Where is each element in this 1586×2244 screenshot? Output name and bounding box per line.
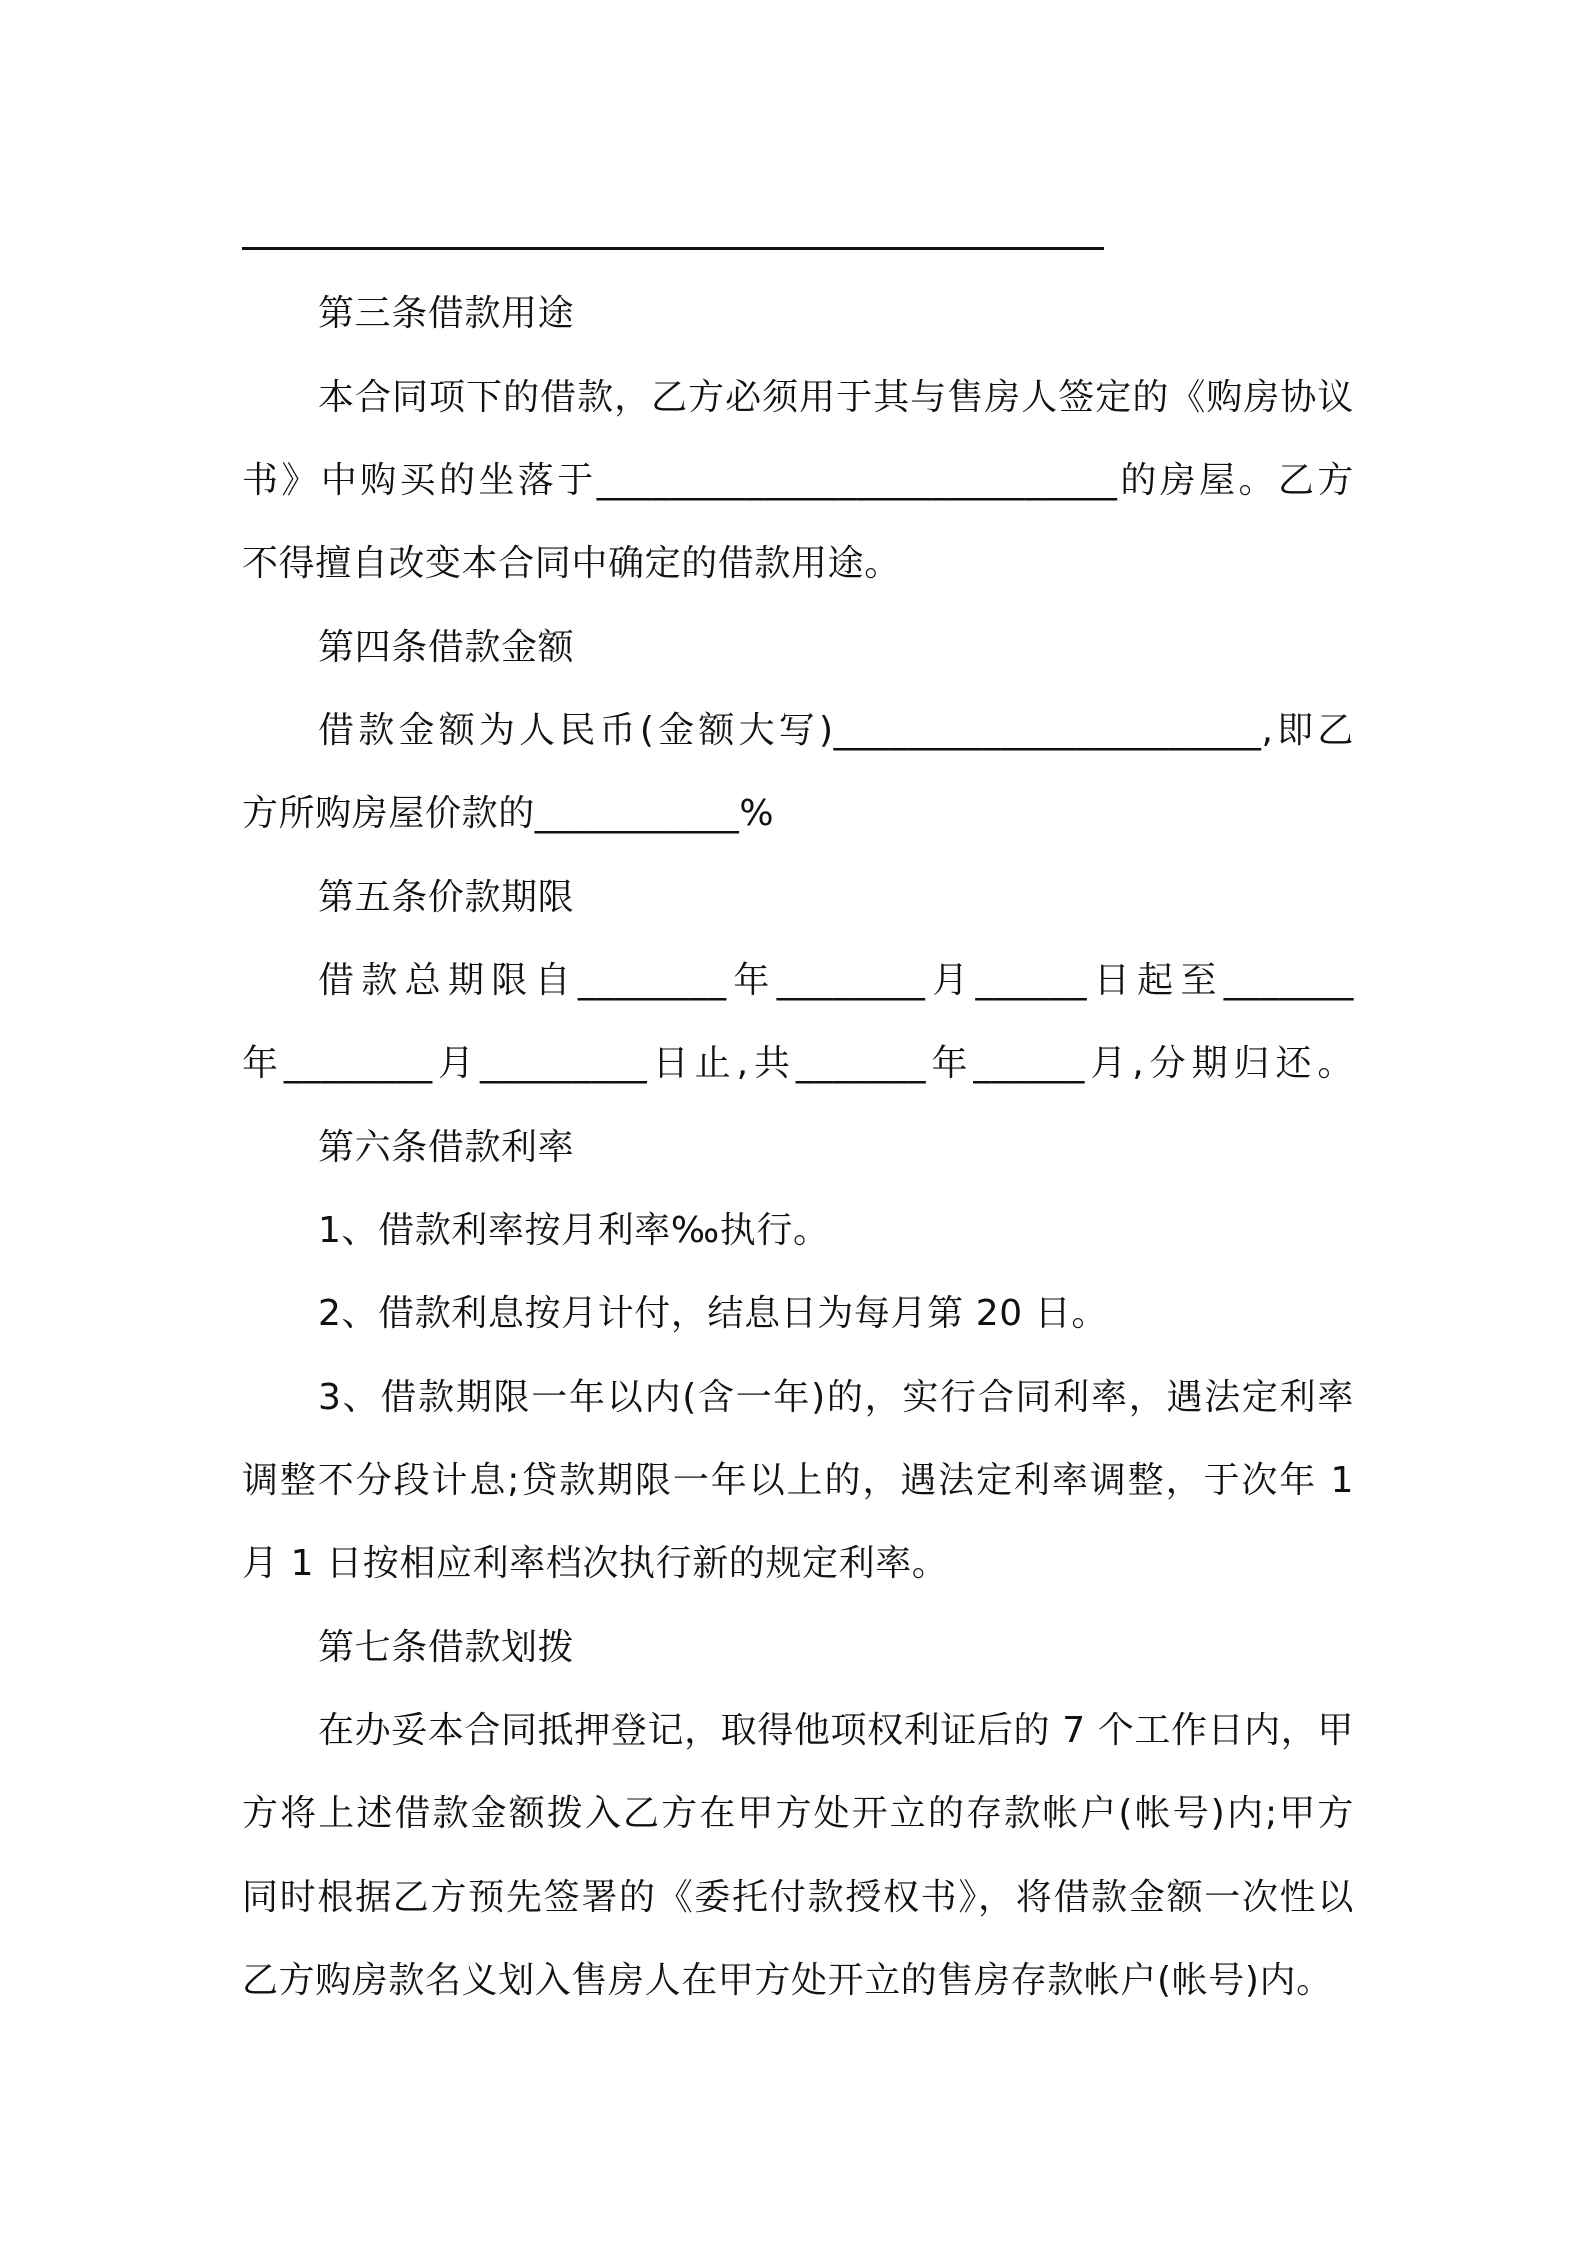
article-5-body-line-2: 年________月_________日止,共_______年______月,分期归还。 (242, 1043, 1354, 1084)
article-4-heading: 第四条借款金额 (318, 627, 575, 668)
article-7-body-line-2: 方将上述借款金额拨入乙方在甲方处开立的存款帐户(帐号)内;甲方 (242, 1793, 1354, 1834)
article-3-body-line-3: 不得擅自改变本合同中确定的借款用途。 (242, 543, 901, 584)
article-4-body-line-1: 借款金额为人民币(金额大写)_______________________,即乙 (318, 710, 1354, 751)
article-6-item-3-line-3: 月 1 日按相应利率档次执行新的规定利率。 (242, 1543, 949, 1584)
article-3-body-line-1: 本合同项下的借款，乙方必须用于其与售房人签定的《购房协议 (318, 377, 1354, 418)
article-3-body-line-2: 书》中购买的坐落于____________________________的房屋。乙方 (242, 460, 1354, 501)
article-4-body-line-2: 方所购房屋价款的___________% (242, 793, 775, 834)
article-7-heading: 第七条借款划拨 (318, 1627, 575, 1668)
article-6-item-3-line-2: 调整不分段计息;贷款期限一年以上的，遇法定利率调整，于次年 1 (242, 1460, 1354, 1501)
article-7-body-line-3: 同时根据乙方预先签署的《委托付款授权书》，将借款金额一次性以 (242, 1877, 1354, 1918)
article-7-body-line-4: 乙方购房款名义划入售房人在甲方处开立的售房存款帐户(帐号)内。 (242, 1960, 1333, 2001)
article-3-heading: 第三条借款用途 (318, 293, 575, 334)
article-7-body-line-1: 在办妥本合同抵押登记，取得他项权利证后的 7 个工作日内，甲 (318, 1710, 1354, 1751)
blank-fill-line (242, 247, 1104, 250)
article-6-item-3-line-1: 3、借款期限一年以内(含一年)的，实行合同利率，遇法定利率 (318, 1377, 1354, 1418)
article-5-body-line-1: 借款总期限自________年________月______日起至_______ (318, 960, 1354, 1001)
article-5-heading: 第五条价款期限 (318, 877, 575, 918)
article-6-item-1: 1、借款利率按月利率‰执行。 (318, 1210, 830, 1251)
article-6-item-2: 2、借款利息按月计付，结息日为每月第 20 日。 (318, 1293, 1108, 1334)
article-6-heading: 第六条借款利率 (318, 1127, 575, 1168)
